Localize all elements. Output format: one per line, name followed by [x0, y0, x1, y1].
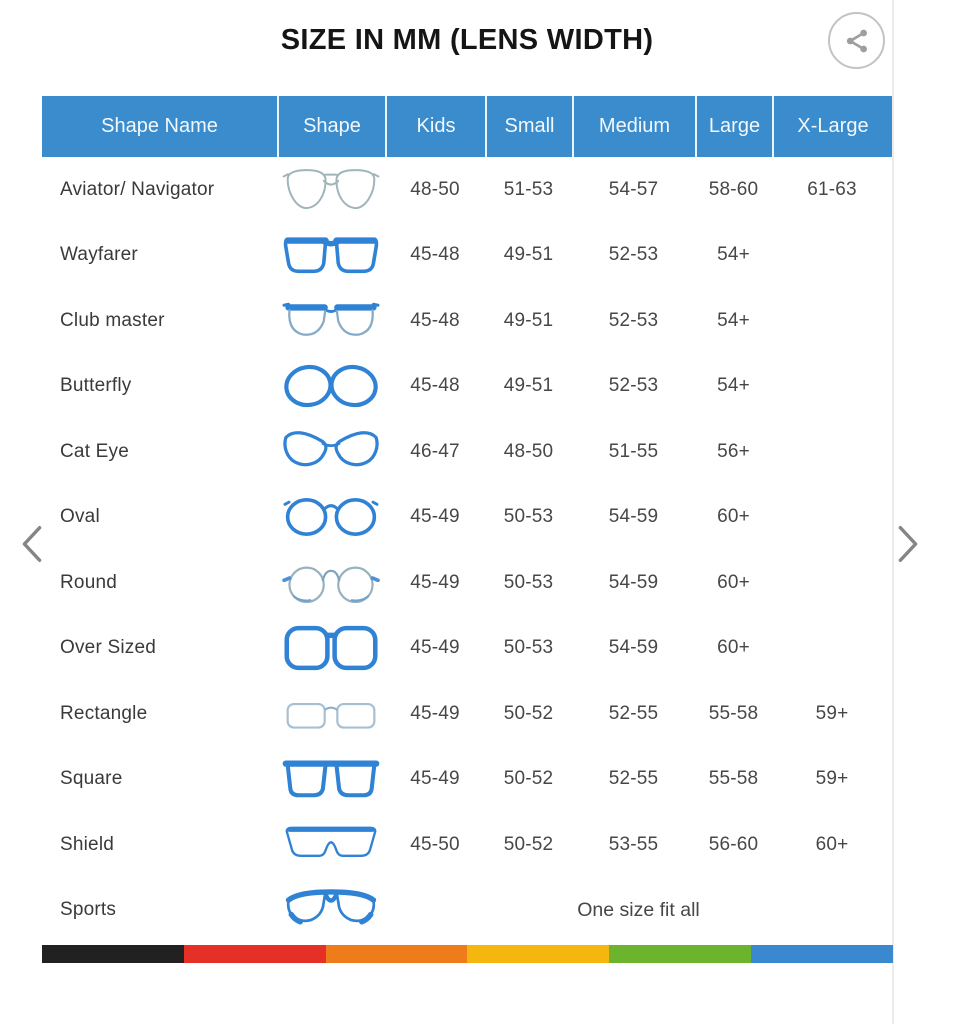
shape-cell	[277, 424, 385, 480]
sports-shape-icon	[281, 882, 381, 938]
size-small: 49-51	[503, 375, 554, 397]
page-title: SIZE IN MM (LENS WIDTH)	[280, 24, 654, 56]
column-header-shape: Shape	[277, 96, 385, 157]
size-large: 56-60	[708, 833, 759, 855]
size-xlarge: 59+	[815, 702, 849, 724]
shape-cell	[277, 358, 385, 414]
shape-cell	[277, 227, 385, 283]
stripe-segment	[42, 945, 184, 963]
shape-cell	[277, 162, 385, 218]
shape-cell	[277, 817, 385, 873]
table-row	[42, 223, 892, 289]
size-kids: 46-47	[410, 440, 460, 462]
shape-cell	[277, 686, 385, 742]
size-large: 54+	[717, 244, 750, 266]
size-small: 48-50	[503, 440, 554, 462]
shape-name: Butterfly	[60, 375, 132, 397]
rectangle-shape-icon	[281, 686, 381, 742]
table-row	[42, 681, 892, 747]
size-kids: 45-49	[410, 637, 460, 659]
size-small: 49-51	[503, 244, 554, 266]
table-row	[42, 485, 892, 551]
one-size-note: One size fit all	[577, 898, 700, 921]
oversized-shape-icon	[281, 620, 381, 676]
size-small: 50-52	[503, 702, 554, 724]
shape-name: Club master	[60, 309, 165, 331]
size-large: 56+	[717, 440, 750, 462]
size-small: 50-53	[503, 571, 554, 593]
table-row	[42, 747, 892, 813]
share-icon	[842, 26, 872, 56]
square-shape-icon	[281, 751, 381, 807]
size-small: 50-53	[503, 506, 554, 528]
column-header-small: Small	[485, 96, 572, 157]
size-large: 55-58	[708, 768, 759, 790]
size-xlarge: 61-63	[807, 178, 857, 200]
size-medium: 52-53	[608, 309, 659, 331]
shape-name: Square	[60, 768, 123, 790]
shape-name: Oval	[60, 506, 100, 528]
table-row	[42, 812, 892, 878]
size-kids: 45-48	[410, 309, 460, 331]
size-medium: 52-53	[608, 375, 659, 397]
table-row	[42, 550, 892, 616]
carousel-prev-button[interactable]	[16, 521, 48, 567]
size-small: 49-51	[503, 309, 554, 331]
column-header-large: Large	[695, 96, 772, 157]
size-large: 60+	[717, 506, 750, 528]
size-kids: 45-49	[410, 506, 460, 528]
size-table	[42, 96, 892, 943]
shape-name: Over Sized	[60, 637, 156, 659]
aviator-shape-icon	[281, 162, 381, 218]
size-medium: 54-59	[608, 506, 659, 528]
size-small: 50-52	[503, 833, 554, 855]
stripe-segment	[609, 945, 751, 963]
carousel-next-button[interactable]	[892, 521, 924, 567]
size-small: 50-52	[503, 768, 554, 790]
size-kids: 45-49	[410, 768, 460, 790]
shape-cell	[277, 620, 385, 676]
shape-cell	[277, 555, 385, 611]
column-header-medium: Medium	[572, 96, 695, 157]
shield-shape-icon	[281, 817, 381, 873]
column-header-shape-name: Shape Name	[101, 115, 218, 137]
chevron-left-icon	[19, 524, 45, 564]
cateye-shape-icon	[281, 424, 381, 480]
butterfly-shape-icon	[281, 358, 381, 414]
size-kids: 45-49	[410, 702, 460, 724]
table-row	[42, 354, 892, 420]
shape-cell	[277, 751, 385, 807]
shape-cell	[277, 293, 385, 349]
size-medium: 52-53	[608, 244, 659, 266]
size-large: 58-60	[708, 178, 759, 200]
shape-name: Cat Eye	[60, 440, 129, 462]
table-header-row	[42, 96, 892, 157]
shape-name: Sports	[60, 899, 117, 921]
size-large: 60+	[717, 571, 750, 593]
shape-name: Round	[60, 571, 117, 593]
table-row	[42, 616, 892, 682]
round-shape-icon	[281, 555, 381, 611]
table-row	[42, 157, 892, 223]
size-kids: 45-48	[410, 375, 460, 397]
size-kids: 45-50	[410, 833, 460, 855]
clubmaster-shape-icon	[281, 293, 381, 349]
size-xlarge: 59+	[815, 768, 849, 790]
brand-stripe	[42, 945, 893, 963]
table-row	[42, 288, 892, 354]
size-kids: 45-48	[410, 244, 460, 266]
size-large: 54+	[717, 375, 750, 397]
share-button[interactable]	[828, 12, 885, 69]
size-large: 54+	[717, 309, 750, 331]
stripe-segment	[751, 945, 893, 963]
size-kids: 45-49	[410, 571, 460, 593]
size-xlarge: 60+	[815, 833, 849, 855]
oval-shape-icon	[281, 489, 381, 545]
stripe-segment	[467, 945, 609, 963]
size-small: 50-53	[503, 637, 554, 659]
shape-name: Wayfarer	[60, 244, 138, 266]
size-large: 55-58	[708, 702, 759, 724]
shape-name: Shield	[60, 833, 115, 855]
wayfarer-shape-icon	[281, 227, 381, 283]
size-kids: 48-50	[410, 178, 460, 200]
shape-name: Rectangle	[60, 702, 148, 724]
size-small: 51-53	[503, 178, 554, 200]
size-medium: 54-57	[608, 178, 659, 200]
column-header-kids: Kids	[385, 96, 485, 157]
size-medium: 54-59	[608, 571, 659, 593]
shape-cell	[277, 489, 385, 545]
chevron-right-icon	[895, 524, 921, 564]
size-large: 60+	[717, 637, 750, 659]
size-medium: 53-55	[608, 833, 659, 855]
column-header-xlarge: X-Large	[772, 96, 892, 157]
size-medium: 51-55	[608, 440, 659, 462]
stripe-segment	[184, 945, 326, 963]
card-right-edge	[892, 0, 894, 1024]
shape-cell	[277, 882, 385, 938]
table-row	[42, 878, 892, 944]
size-medium: 54-59	[608, 637, 659, 659]
stripe-segment	[326, 945, 468, 963]
size-medium: 52-55	[608, 702, 659, 724]
shape-name: Aviator/ Navigator	[60, 178, 215, 200]
size-medium: 52-55	[608, 768, 659, 790]
table-row	[42, 419, 892, 485]
